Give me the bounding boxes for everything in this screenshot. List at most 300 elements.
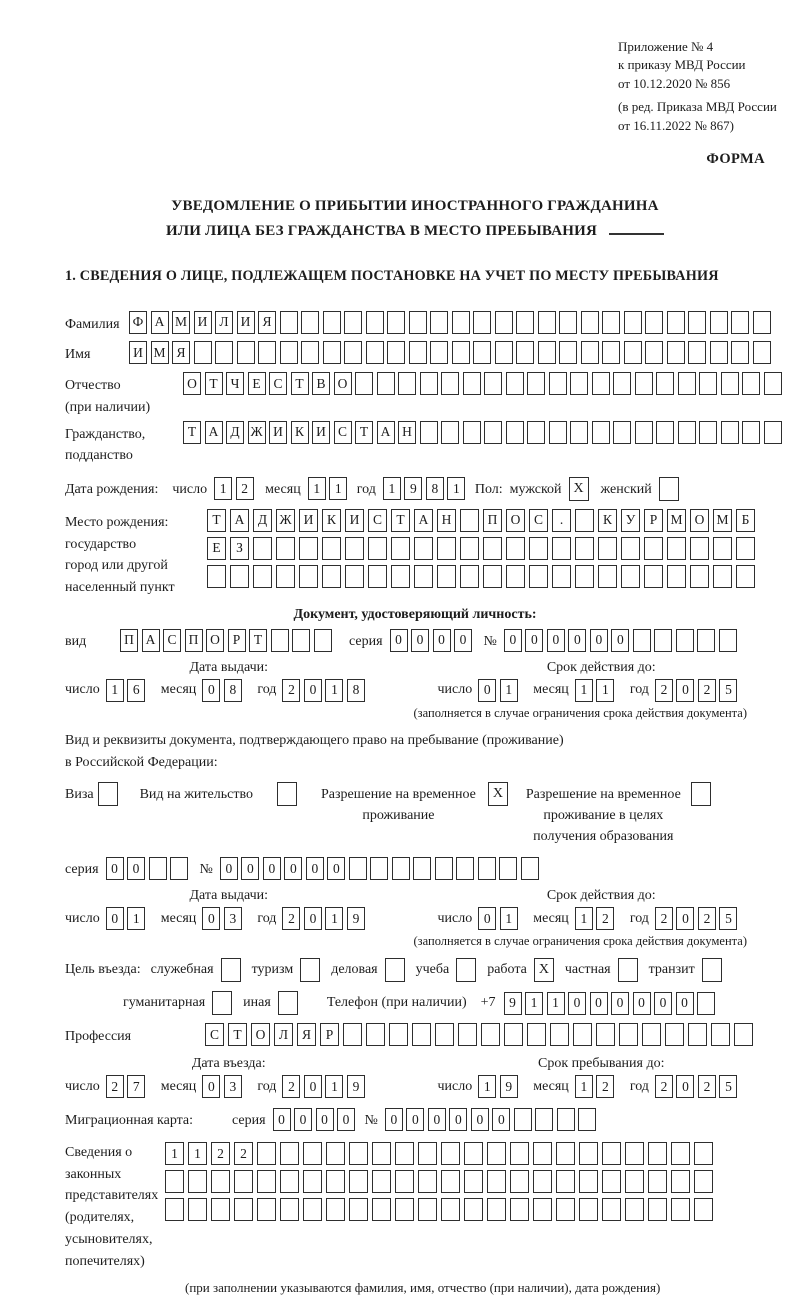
humanitarian-checkbox[interactable] bbox=[212, 991, 232, 1015]
char-cell[interactable] bbox=[644, 565, 663, 588]
char-cell[interactable] bbox=[452, 311, 470, 334]
char-cell[interactable]: С bbox=[205, 1023, 224, 1046]
char-cell[interactable] bbox=[303, 1142, 322, 1165]
char-cell[interactable] bbox=[697, 629, 715, 652]
char-cell[interactable]: Б bbox=[736, 509, 755, 532]
char-cell[interactable] bbox=[719, 629, 737, 652]
char-cell[interactable]: Т bbox=[249, 629, 267, 652]
char-cell[interactable]: 9 bbox=[404, 477, 422, 500]
char-cell[interactable] bbox=[323, 341, 341, 364]
char-cell[interactable] bbox=[736, 537, 755, 560]
char-cell[interactable] bbox=[690, 565, 709, 588]
char-cell[interactable] bbox=[420, 421, 438, 444]
char-cell[interactable]: 0 bbox=[676, 907, 694, 930]
char-cell[interactable] bbox=[276, 565, 295, 588]
char-cell[interactable] bbox=[301, 311, 319, 334]
char-cell[interactable]: 1 bbox=[575, 907, 593, 930]
char-cell[interactable] bbox=[478, 857, 496, 880]
char-cell[interactable]: 1 bbox=[500, 679, 518, 702]
char-cell[interactable]: Р bbox=[644, 509, 663, 532]
char-cell[interactable] bbox=[344, 311, 362, 334]
char-cell[interactable] bbox=[642, 1023, 661, 1046]
char-cell[interactable] bbox=[742, 421, 760, 444]
char-cell[interactable] bbox=[694, 1170, 713, 1193]
char-cell[interactable] bbox=[463, 372, 481, 395]
char-cell[interactable] bbox=[441, 1142, 460, 1165]
char-cell[interactable]: 5 bbox=[719, 1075, 737, 1098]
char-cell[interactable] bbox=[721, 421, 739, 444]
char-cell[interactable] bbox=[487, 1198, 506, 1221]
char-cell[interactable] bbox=[303, 1170, 322, 1193]
char-cell[interactable]: А bbox=[142, 629, 160, 652]
char-cell[interactable]: О bbox=[183, 372, 201, 395]
char-cell[interactable] bbox=[581, 311, 599, 334]
char-cell[interactable]: П bbox=[185, 629, 203, 652]
char-cell[interactable] bbox=[276, 537, 295, 560]
char-cell[interactable]: М bbox=[713, 509, 732, 532]
study-checkbox[interactable] bbox=[456, 958, 476, 982]
char-cell[interactable] bbox=[237, 341, 255, 364]
char-cell[interactable] bbox=[510, 1170, 529, 1193]
char-cell[interactable] bbox=[456, 857, 474, 880]
char-cell[interactable] bbox=[529, 565, 548, 588]
char-cell[interactable] bbox=[464, 1170, 483, 1193]
char-cell[interactable] bbox=[368, 537, 387, 560]
char-cell[interactable] bbox=[326, 1198, 345, 1221]
char-cell[interactable] bbox=[613, 372, 631, 395]
char-cell[interactable]: К bbox=[291, 421, 309, 444]
char-cell[interactable] bbox=[753, 311, 771, 334]
char-cell[interactable]: 0 bbox=[454, 629, 472, 652]
char-cell[interactable] bbox=[349, 857, 367, 880]
char-cell[interactable] bbox=[635, 372, 653, 395]
char-cell[interactable] bbox=[366, 1023, 385, 1046]
char-cell[interactable]: А bbox=[230, 509, 249, 532]
char-cell[interactable] bbox=[303, 1198, 322, 1221]
char-cell[interactable] bbox=[170, 857, 188, 880]
char-cell[interactable]: М bbox=[667, 509, 686, 532]
char-cell[interactable] bbox=[667, 537, 686, 560]
char-cell[interactable]: И bbox=[345, 509, 364, 532]
work-checkbox[interactable]: X bbox=[534, 958, 554, 982]
char-cell[interactable] bbox=[688, 341, 706, 364]
char-cell[interactable] bbox=[366, 311, 384, 334]
char-cell[interactable] bbox=[280, 1142, 299, 1165]
char-cell[interactable]: Т bbox=[207, 509, 226, 532]
char-cell[interactable] bbox=[441, 421, 459, 444]
char-cell[interactable]: 0 bbox=[306, 857, 324, 880]
char-cell[interactable] bbox=[710, 311, 728, 334]
char-cell[interactable] bbox=[710, 341, 728, 364]
char-cell[interactable] bbox=[598, 565, 617, 588]
char-cell[interactable]: 0 bbox=[411, 629, 429, 652]
char-cell[interactable] bbox=[656, 421, 674, 444]
char-cell[interactable]: 7 bbox=[127, 1075, 145, 1098]
char-cell[interactable]: А bbox=[151, 311, 169, 334]
char-cell[interactable] bbox=[392, 857, 410, 880]
char-cell[interactable] bbox=[510, 1198, 529, 1221]
char-cell[interactable]: 0 bbox=[406, 1108, 424, 1131]
char-cell[interactable] bbox=[372, 1198, 391, 1221]
char-cell[interactable] bbox=[368, 565, 387, 588]
char-cell[interactable]: 0 bbox=[284, 857, 302, 880]
char-cell[interactable]: 5 bbox=[719, 679, 737, 702]
char-cell[interactable] bbox=[575, 565, 594, 588]
char-cell[interactable]: О bbox=[251, 1023, 270, 1046]
char-cell[interactable] bbox=[731, 311, 749, 334]
char-cell[interactable] bbox=[435, 1023, 454, 1046]
char-cell[interactable]: 0 bbox=[492, 1108, 510, 1131]
sex-male-checkbox[interactable]: X bbox=[569, 477, 589, 501]
char-cell[interactable] bbox=[676, 629, 694, 652]
char-cell[interactable] bbox=[625, 1142, 644, 1165]
char-cell[interactable] bbox=[753, 341, 771, 364]
char-cell[interactable] bbox=[234, 1198, 253, 1221]
char-cell[interactable]: Т bbox=[391, 509, 410, 532]
char-cell[interactable] bbox=[550, 1023, 569, 1046]
char-cell[interactable] bbox=[592, 421, 610, 444]
char-cell[interactable]: 0 bbox=[433, 629, 451, 652]
char-cell[interactable]: У bbox=[621, 509, 640, 532]
char-cell[interactable] bbox=[688, 311, 706, 334]
char-cell[interactable]: 0 bbox=[202, 679, 220, 702]
char-cell[interactable] bbox=[391, 537, 410, 560]
char-cell[interactable] bbox=[412, 1023, 431, 1046]
char-cell[interactable]: 2 bbox=[282, 679, 300, 702]
char-cell[interactable] bbox=[713, 565, 732, 588]
char-cell[interactable] bbox=[343, 1023, 362, 1046]
char-cell[interactable] bbox=[441, 372, 459, 395]
official-checkbox[interactable] bbox=[221, 958, 241, 982]
char-cell[interactable] bbox=[299, 565, 318, 588]
char-cell[interactable] bbox=[602, 311, 620, 334]
char-cell[interactable] bbox=[527, 372, 545, 395]
char-cell[interactable]: 0 bbox=[633, 992, 651, 1015]
char-cell[interactable] bbox=[349, 1142, 368, 1165]
char-cell[interactable] bbox=[418, 1142, 437, 1165]
char-cell[interactable] bbox=[322, 537, 341, 560]
transit-checkbox[interactable] bbox=[702, 958, 722, 982]
char-cell[interactable] bbox=[535, 1108, 553, 1131]
char-cell[interactable]: 2 bbox=[211, 1142, 230, 1165]
char-cell[interactable]: 0 bbox=[428, 1108, 446, 1131]
char-cell[interactable] bbox=[552, 537, 571, 560]
char-cell[interactable] bbox=[521, 857, 539, 880]
char-cell[interactable] bbox=[234, 1170, 253, 1193]
char-cell[interactable] bbox=[395, 1198, 414, 1221]
char-cell[interactable]: 0 bbox=[294, 1108, 312, 1131]
char-cell[interactable]: 1 bbox=[575, 679, 593, 702]
char-cell[interactable] bbox=[458, 1023, 477, 1046]
char-cell[interactable] bbox=[355, 372, 373, 395]
char-cell[interactable] bbox=[207, 565, 226, 588]
char-cell[interactable]: А bbox=[205, 421, 223, 444]
char-cell[interactable]: К bbox=[322, 509, 341, 532]
char-cell[interactable] bbox=[372, 1142, 391, 1165]
char-cell[interactable] bbox=[484, 421, 502, 444]
char-cell[interactable]: С bbox=[163, 629, 181, 652]
char-cell[interactable] bbox=[578, 1108, 596, 1131]
char-cell[interactable] bbox=[690, 537, 709, 560]
char-cell[interactable] bbox=[463, 421, 481, 444]
char-cell[interactable] bbox=[460, 509, 479, 532]
char-cell[interactable]: 0 bbox=[304, 1075, 322, 1098]
char-cell[interactable] bbox=[667, 311, 685, 334]
char-cell[interactable]: 0 bbox=[220, 857, 238, 880]
char-cell[interactable] bbox=[556, 1142, 575, 1165]
char-cell[interactable]: И bbox=[129, 341, 147, 364]
char-cell[interactable]: 0 bbox=[273, 1108, 291, 1131]
char-cell[interactable]: 0 bbox=[106, 907, 124, 930]
char-cell[interactable]: 2 bbox=[106, 1075, 124, 1098]
char-cell[interactable] bbox=[314, 629, 332, 652]
char-cell[interactable] bbox=[625, 1170, 644, 1193]
char-cell[interactable] bbox=[694, 1142, 713, 1165]
char-cell[interactable]: Н bbox=[398, 421, 416, 444]
char-cell[interactable]: 9 bbox=[347, 1075, 365, 1098]
char-cell[interactable] bbox=[483, 537, 502, 560]
char-cell[interactable]: А bbox=[377, 421, 395, 444]
char-cell[interactable] bbox=[527, 1023, 546, 1046]
char-cell[interactable]: 0 bbox=[263, 857, 281, 880]
char-cell[interactable] bbox=[557, 1108, 575, 1131]
char-cell[interactable]: 0 bbox=[471, 1108, 489, 1131]
char-cell[interactable]: 0 bbox=[676, 1075, 694, 1098]
char-cell[interactable] bbox=[370, 857, 388, 880]
char-cell[interactable] bbox=[671, 1198, 690, 1221]
business-checkbox[interactable] bbox=[385, 958, 405, 982]
char-cell[interactable] bbox=[271, 629, 289, 652]
char-cell[interactable]: П bbox=[120, 629, 138, 652]
char-cell[interactable] bbox=[253, 565, 272, 588]
char-cell[interactable] bbox=[538, 341, 556, 364]
char-cell[interactable] bbox=[215, 341, 233, 364]
char-cell[interactable]: Т bbox=[228, 1023, 247, 1046]
char-cell[interactable]: 0 bbox=[478, 679, 496, 702]
char-cell[interactable] bbox=[598, 537, 617, 560]
char-cell[interactable] bbox=[391, 565, 410, 588]
char-cell[interactable] bbox=[538, 311, 556, 334]
char-cell[interactable]: Р bbox=[320, 1023, 339, 1046]
char-cell[interactable]: 8 bbox=[426, 477, 444, 500]
char-cell[interactable] bbox=[344, 341, 362, 364]
char-cell[interactable] bbox=[387, 311, 405, 334]
char-cell[interactable]: 8 bbox=[347, 679, 365, 702]
char-cell[interactable] bbox=[372, 1170, 391, 1193]
char-cell[interactable] bbox=[671, 1170, 690, 1193]
char-cell[interactable] bbox=[699, 421, 717, 444]
char-cell[interactable]: 0 bbox=[241, 857, 259, 880]
char-cell[interactable] bbox=[613, 421, 631, 444]
char-cell[interactable] bbox=[452, 341, 470, 364]
char-cell[interactable] bbox=[349, 1170, 368, 1193]
char-cell[interactable]: 2 bbox=[698, 679, 716, 702]
char-cell[interactable]: Ж bbox=[248, 421, 266, 444]
char-cell[interactable] bbox=[495, 341, 513, 364]
char-cell[interactable] bbox=[188, 1170, 207, 1193]
char-cell[interactable]: Ч bbox=[226, 372, 244, 395]
char-cell[interactable]: С bbox=[334, 421, 352, 444]
char-cell[interactable]: 1 bbox=[214, 477, 232, 500]
char-cell[interactable] bbox=[764, 372, 782, 395]
char-cell[interactable] bbox=[409, 311, 427, 334]
char-cell[interactable] bbox=[420, 372, 438, 395]
char-cell[interactable]: 2 bbox=[698, 1075, 716, 1098]
char-cell[interactable]: Ж bbox=[276, 509, 295, 532]
char-cell[interactable] bbox=[736, 565, 755, 588]
char-cell[interactable] bbox=[430, 311, 448, 334]
char-cell[interactable] bbox=[299, 537, 318, 560]
char-cell[interactable] bbox=[635, 421, 653, 444]
char-cell[interactable] bbox=[575, 537, 594, 560]
char-cell[interactable] bbox=[579, 1142, 598, 1165]
char-cell[interactable]: О bbox=[690, 509, 709, 532]
char-cell[interactable] bbox=[633, 629, 651, 652]
char-cell[interactable] bbox=[413, 857, 431, 880]
char-cell[interactable] bbox=[764, 421, 782, 444]
char-cell[interactable] bbox=[165, 1170, 184, 1193]
char-cell[interactable] bbox=[483, 565, 502, 588]
char-cell[interactable] bbox=[529, 537, 548, 560]
char-cell[interactable]: С bbox=[529, 509, 548, 532]
char-cell[interactable]: 1 bbox=[478, 1075, 496, 1098]
char-cell[interactable] bbox=[326, 1142, 345, 1165]
char-cell[interactable] bbox=[592, 372, 610, 395]
char-cell[interactable] bbox=[648, 1142, 667, 1165]
char-cell[interactable] bbox=[414, 565, 433, 588]
char-cell[interactable]: 1 bbox=[447, 477, 465, 500]
char-cell[interactable]: 2 bbox=[596, 907, 614, 930]
char-cell[interactable] bbox=[257, 1142, 276, 1165]
char-cell[interactable]: 1 bbox=[575, 1075, 593, 1098]
char-cell[interactable] bbox=[230, 565, 249, 588]
char-cell[interactable] bbox=[625, 1198, 644, 1221]
char-cell[interactable]: Т bbox=[205, 372, 223, 395]
temp-residence-permit-checkbox[interactable]: X bbox=[488, 782, 508, 806]
char-cell[interactable] bbox=[654, 629, 672, 652]
char-cell[interactable]: . bbox=[552, 509, 571, 532]
char-cell[interactable] bbox=[559, 341, 577, 364]
char-cell[interactable] bbox=[621, 537, 640, 560]
char-cell[interactable]: 0 bbox=[525, 629, 543, 652]
char-cell[interactable] bbox=[430, 341, 448, 364]
char-cell[interactable] bbox=[619, 1023, 638, 1046]
char-cell[interactable] bbox=[257, 1198, 276, 1221]
char-cell[interactable] bbox=[395, 1142, 414, 1165]
char-cell[interactable] bbox=[326, 1170, 345, 1193]
char-cell[interactable] bbox=[194, 341, 212, 364]
char-cell[interactable] bbox=[211, 1198, 230, 1221]
char-cell[interactable]: 9 bbox=[504, 992, 522, 1015]
char-cell[interactable]: 0 bbox=[568, 629, 586, 652]
char-cell[interactable]: 6 bbox=[127, 679, 145, 702]
char-cell[interactable]: 1 bbox=[383, 477, 401, 500]
char-cell[interactable]: 0 bbox=[590, 629, 608, 652]
char-cell[interactable] bbox=[621, 565, 640, 588]
char-cell[interactable]: 1 bbox=[127, 907, 145, 930]
char-cell[interactable] bbox=[556, 1198, 575, 1221]
sex-female-checkbox[interactable] bbox=[659, 477, 679, 501]
char-cell[interactable] bbox=[602, 1142, 621, 1165]
char-cell[interactable] bbox=[481, 1023, 500, 1046]
char-cell[interactable]: 2 bbox=[234, 1142, 253, 1165]
char-cell[interactable] bbox=[323, 311, 341, 334]
char-cell[interactable] bbox=[441, 1170, 460, 1193]
char-cell[interactable] bbox=[349, 1198, 368, 1221]
char-cell[interactable]: 2 bbox=[236, 477, 254, 500]
other-checkbox[interactable] bbox=[278, 991, 298, 1015]
char-cell[interactable] bbox=[533, 1198, 552, 1221]
char-cell[interactable] bbox=[487, 1170, 506, 1193]
char-cell[interactable]: О bbox=[506, 509, 525, 532]
char-cell[interactable] bbox=[257, 1170, 276, 1193]
char-cell[interactable]: 1 bbox=[325, 679, 343, 702]
char-cell[interactable] bbox=[579, 1170, 598, 1193]
char-cell[interactable]: 1 bbox=[106, 679, 124, 702]
char-cell[interactable]: Я bbox=[258, 311, 276, 334]
private-checkbox[interactable] bbox=[618, 958, 638, 982]
char-cell[interactable] bbox=[731, 341, 749, 364]
char-cell[interactable] bbox=[624, 341, 642, 364]
char-cell[interactable]: М bbox=[172, 311, 190, 334]
char-cell[interactable] bbox=[688, 1023, 707, 1046]
char-cell[interactable] bbox=[514, 1108, 532, 1131]
char-cell[interactable] bbox=[506, 537, 525, 560]
char-cell[interactable] bbox=[602, 341, 620, 364]
char-cell[interactable]: 5 bbox=[719, 907, 737, 930]
char-cell[interactable]: 0 bbox=[316, 1108, 334, 1131]
char-cell[interactable]: Т bbox=[183, 421, 201, 444]
char-cell[interactable] bbox=[549, 372, 567, 395]
char-cell[interactable]: Л bbox=[215, 311, 233, 334]
tourism-checkbox[interactable] bbox=[300, 958, 320, 982]
char-cell[interactable]: 1 bbox=[525, 992, 543, 1015]
char-cell[interactable] bbox=[414, 537, 433, 560]
char-cell[interactable]: А bbox=[414, 509, 433, 532]
char-cell[interactable]: И bbox=[237, 311, 255, 334]
char-cell[interactable] bbox=[665, 1023, 684, 1046]
char-cell[interactable] bbox=[464, 1142, 483, 1165]
char-cell[interactable] bbox=[473, 341, 491, 364]
char-cell[interactable]: 9 bbox=[347, 907, 365, 930]
char-cell[interactable]: 0 bbox=[127, 857, 145, 880]
char-cell[interactable]: Р bbox=[228, 629, 246, 652]
edu-residence-permit-checkbox[interactable] bbox=[691, 782, 711, 806]
char-cell[interactable] bbox=[506, 372, 524, 395]
char-cell[interactable]: 0 bbox=[590, 992, 608, 1015]
char-cell[interactable]: 0 bbox=[611, 992, 629, 1015]
char-cell[interactable]: 1 bbox=[596, 679, 614, 702]
char-cell[interactable]: 2 bbox=[282, 1075, 300, 1098]
char-cell[interactable] bbox=[575, 509, 594, 532]
char-cell[interactable] bbox=[648, 1170, 667, 1193]
char-cell[interactable] bbox=[345, 565, 364, 588]
char-cell[interactable]: М bbox=[151, 341, 169, 364]
char-cell[interactable]: О bbox=[206, 629, 224, 652]
char-cell[interactable] bbox=[645, 311, 663, 334]
char-cell[interactable]: 0 bbox=[304, 679, 322, 702]
char-cell[interactable]: 0 bbox=[478, 907, 496, 930]
char-cell[interactable] bbox=[648, 1198, 667, 1221]
char-cell[interactable] bbox=[721, 372, 739, 395]
char-cell[interactable] bbox=[516, 341, 534, 364]
char-cell[interactable]: К bbox=[598, 509, 617, 532]
char-cell[interactable]: 0 bbox=[547, 629, 565, 652]
char-cell[interactable] bbox=[253, 537, 272, 560]
char-cell[interactable]: Д bbox=[226, 421, 244, 444]
char-cell[interactable] bbox=[437, 565, 456, 588]
char-cell[interactable] bbox=[441, 1198, 460, 1221]
